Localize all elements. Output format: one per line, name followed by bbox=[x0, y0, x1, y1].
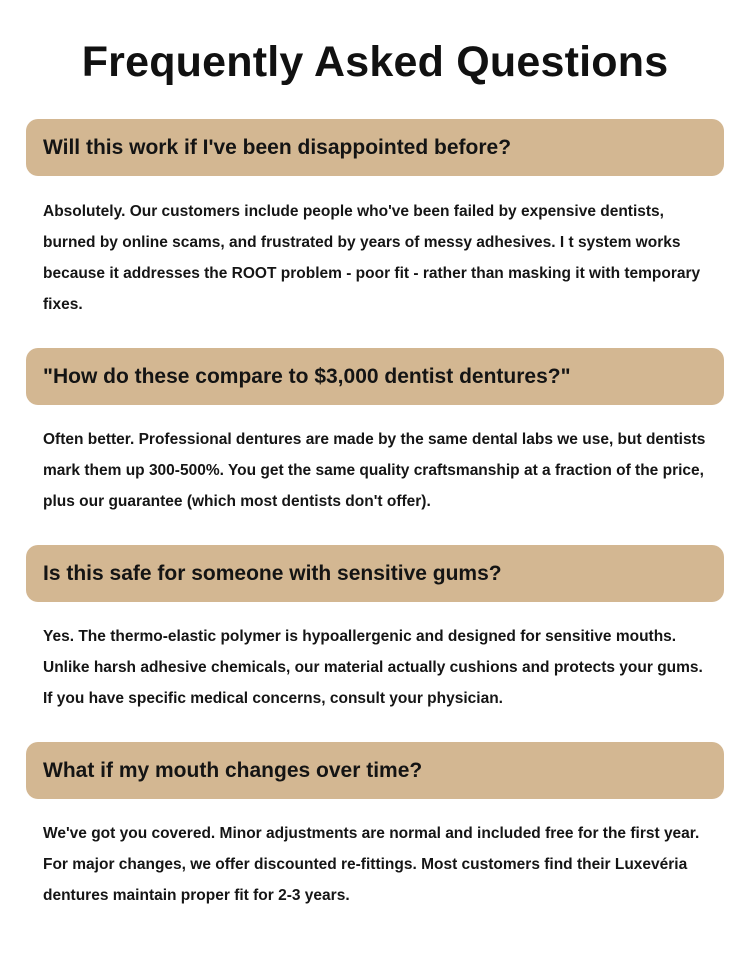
faq-answer-4: We've got you covered. Minor adjustments are normal and included free for the first year. For major changes, we offer discounted re-fittings. Most customers find their Luxevéria dentures maintain proper fit for 2-3 years. bbox=[43, 825, 700, 904]
faq-question-2[interactable]: "How do these compare to $3,000 dentist dentures?" bbox=[26, 348, 724, 405]
faq-answer-2: Often better. Professional dentures are made by the same dental labs we use, but dentists mark them up 300-500%. You get the same quality craftsmanship at a fraction of the price, plus our guarantee (which most dentists don't offer). bbox=[43, 431, 706, 510]
faq-question-3[interactable]: Is this safe for someone with sensitive gums? bbox=[26, 545, 724, 602]
faq-answer-3: Yes. The thermo-elastic polymer is hypoallergenic and designed for sensitive mouths. Unlike harsh adhesive chemicals, our material actually cushions and protects your gums. If you have specific medical concerns, consult your physician. bbox=[43, 628, 703, 707]
faq-question-4[interactable]: What if my mouth changes over time? bbox=[26, 742, 724, 799]
page-title: Frequently Asked Questions bbox=[81, 38, 669, 86]
faq-question-1[interactable]: Will this work if I've been disappointed before? bbox=[26, 119, 724, 176]
faq-answer-1: Absolutely. Our customers include people who've been failed by expensive dentists, burned by online scams, and frustrated by years of messy adhesives. I t system works because it addresses the ROOT problem - poor fit - rather than masking it with temporary fixes. bbox=[43, 203, 701, 313]
